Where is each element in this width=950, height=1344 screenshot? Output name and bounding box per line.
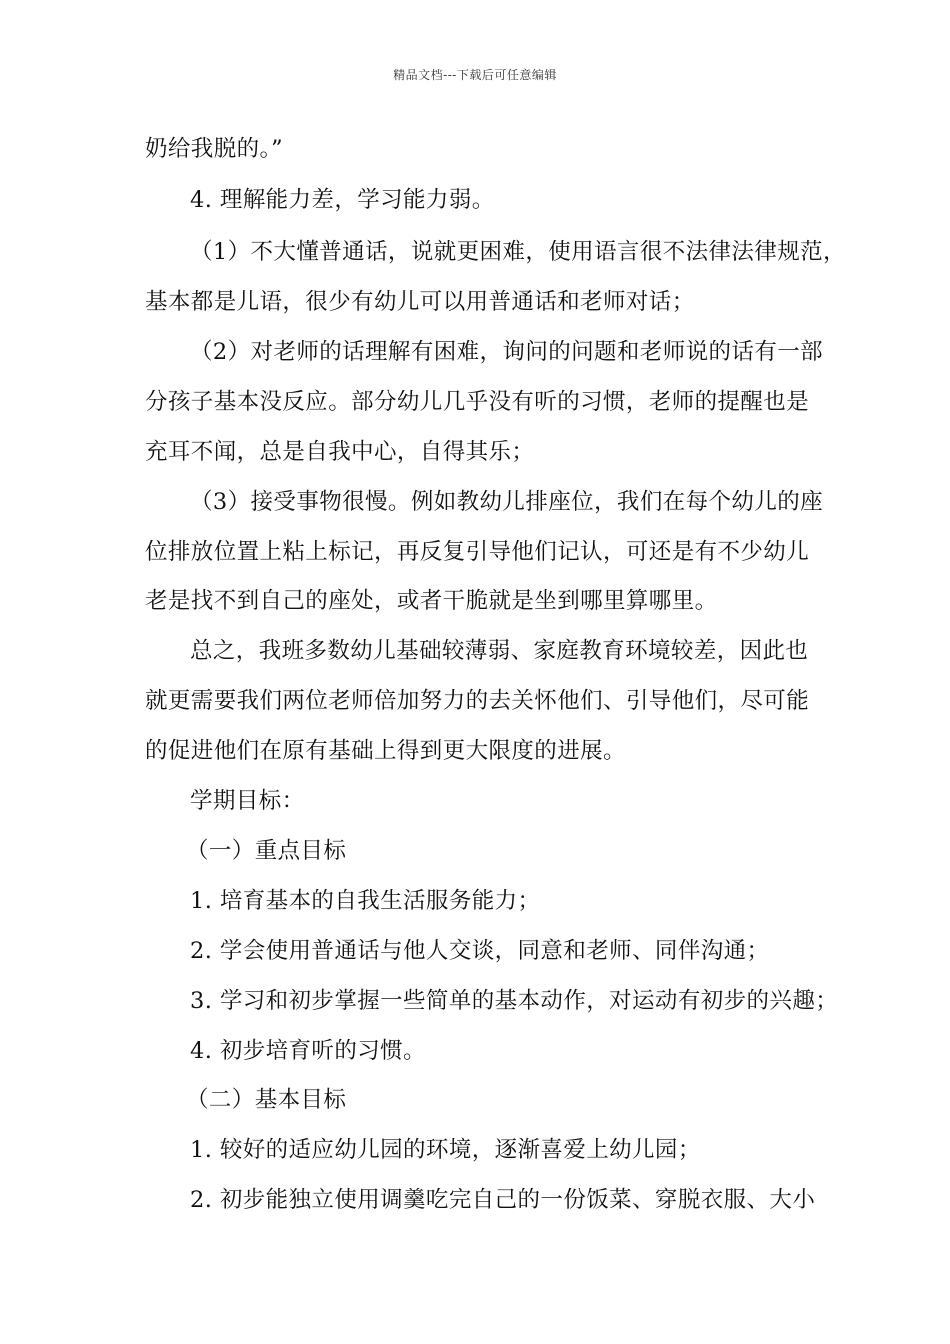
paragraph-line: 奶给我脱的。”: [145, 136, 284, 162]
list-item: 4. 初步培育听的习惯。: [190, 1038, 426, 1064]
paragraph-line: 分孩子基本没反应。部分幼儿几乎没有听的习惯，老师的提醒也是: [145, 389, 810, 415]
list-item: 2. 学会使用普通话与他人交谈，同意和老师、同伴沟通；: [190, 938, 770, 964]
subsection-heading: （二）基本目标: [186, 1087, 347, 1113]
section-heading: 学期目标：: [190, 788, 305, 814]
paragraph-line: 4. 理解能力差，学习能力弱。: [190, 187, 495, 213]
list-item: 1. 较好的适应幼儿园的环境，逐渐喜爱上幼儿园；: [190, 1137, 701, 1163]
paragraph-line: （1）不大懂普通话，说就更困难，使用语言很不法律法律规范，: [190, 239, 846, 265]
paragraph-line: 总之，我班多数幼儿基础较薄弱、家庭教育环境较差，因此也: [190, 638, 809, 664]
subsection-heading: （一）重点目标: [186, 838, 347, 864]
list-item: 3. 学习和初步掌握一些简单的基本动作，对运动有初步的兴趣；: [190, 988, 839, 1014]
list-item: 1. 培育基本的自我生活服务能力；: [190, 888, 541, 914]
paragraph-line: 充耳不闻，总是自我中心，自得其乐；: [145, 439, 535, 465]
paragraph-line: （2）对老师的话理解有困难，询问的问题和老师说的话有一部: [190, 339, 824, 365]
page-header: 精品文档---下载后可任意编辑: [393, 68, 557, 82]
paragraph-line: 位排放位置上粘上标记，再反复引导他们记认，可还是有不少幼儿: [145, 539, 810, 565]
paragraph-line: 基本都是儿语，很少有幼儿可以用普通话和老师对话；: [145, 289, 695, 315]
paragraph-line: 就更需要我们两位老师倍加努力的去关怀他们、引导他们，尽可能: [145, 688, 810, 714]
paragraph-line: 老是找不到自己的座处，或者干脆就是坐到哪里算哪里。: [145, 588, 718, 614]
paragraph-line: （3）接受事物很慢。例如教幼儿排座位，我们在每个幼儿的座: [190, 489, 824, 515]
list-item: 2. 初步能独立使用调羹吃完自己的一份饭菜、穿脱衣服、大小: [190, 1187, 816, 1213]
paragraph-line: 的促进他们在原有基础上得到更大限度的进展。: [145, 738, 626, 764]
